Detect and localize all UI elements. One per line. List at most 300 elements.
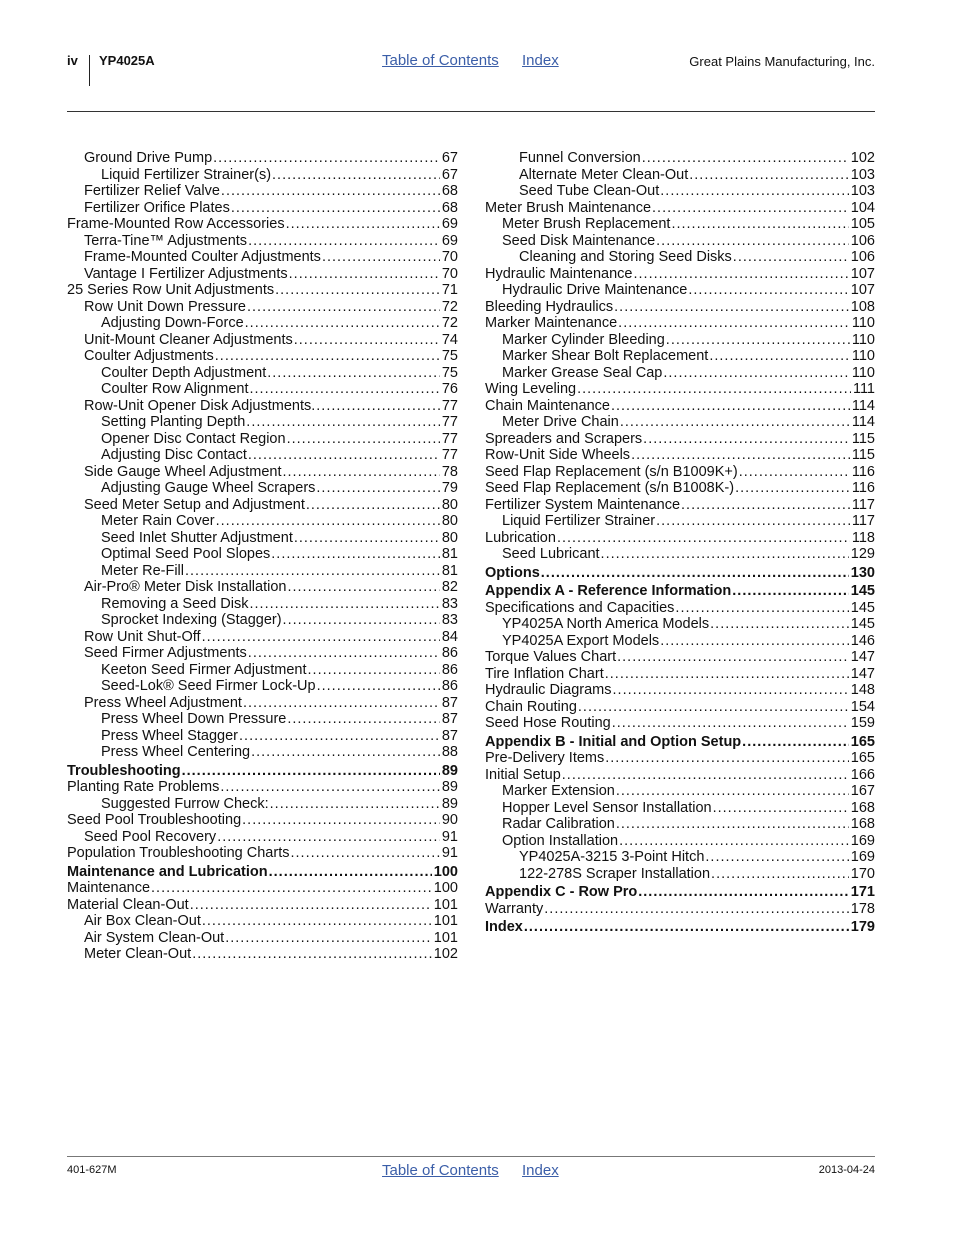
- toc-entry[interactable]: [67, 414, 458, 431]
- toc-entry[interactable]: [67, 779, 458, 796]
- toc-entry-page: 171: [850, 884, 875, 900]
- toc-entry-page: 68: [441, 199, 458, 216]
- toc-entry[interactable]: [67, 563, 458, 580]
- toc-entry[interactable]: [67, 200, 458, 217]
- toc-entry-page: 91: [441, 828, 458, 845]
- toc-entry-title: Press Wheel Adjustment: [84, 694, 242, 711]
- toc-entry[interactable]: [485, 565, 875, 582]
- dot-leader: [577, 381, 851, 398]
- dot-leader: [671, 216, 848, 233]
- dot-leader: [245, 315, 440, 332]
- toc-entry-title: Marker Cylinder Bleeding: [502, 331, 665, 348]
- toc-entry[interactable]: [485, 849, 875, 866]
- toc-entry-title: Seed Hose Routing: [485, 715, 611, 731]
- toc-entry[interactable]: [67, 711, 458, 728]
- dot-leader: [605, 666, 849, 683]
- toc-entry-page: 87: [441, 711, 458, 727]
- dot-leader: [544, 901, 849, 918]
- toc-entry-title: Specifications and Capacities: [485, 599, 675, 616]
- toc-entry-page: 83: [441, 612, 458, 628]
- toc-entry-title: Row-Unit Side Wheels: [485, 447, 631, 463]
- dot-leader: [705, 849, 848, 866]
- toc-entry-page: 114: [851, 414, 875, 430]
- toc-entry[interactable]: [485, 332, 875, 349]
- dot-leader: [185, 563, 440, 580]
- toc-entry-page: 74: [441, 331, 458, 348]
- toc-entry-page: 89: [441, 779, 458, 795]
- toc-entry-title: Seed Lubricant: [502, 546, 600, 562]
- toc-entry-page: 70: [441, 265, 458, 282]
- dot-leader: [713, 800, 849, 817]
- toc-entry[interactable]: [67, 365, 458, 382]
- toc-entry-title: Troubleshooting: [67, 762, 181, 779]
- toc-entry[interactable]: [485, 381, 875, 398]
- toc-entry[interactable]: [485, 666, 875, 683]
- toc-entry-page: 75: [441, 348, 458, 364]
- toc-entry[interactable]: [67, 629, 458, 646]
- dot-leader: [656, 513, 850, 530]
- toc-entry-title: Row Unit Down Pressure: [84, 298, 246, 315]
- toc-entry[interactable]: [67, 183, 458, 200]
- toc-entry[interactable]: [67, 596, 458, 613]
- toc-entry-title: Pre-Delivery Items: [485, 750, 605, 766]
- toc-entry[interactable]: [67, 880, 458, 897]
- toc-entry-page: 114: [851, 397, 875, 414]
- dot-leader: [601, 546, 849, 563]
- footer-rule: [67, 1156, 875, 1157]
- toc-entry-title: Maintenance: [67, 880, 151, 896]
- toc-entry[interactable]: [67, 266, 458, 283]
- dot-leader: [709, 348, 850, 365]
- toc-entry-title: 25 Series Row Unit Adjustments: [67, 282, 275, 298]
- toc-entry-title: Press Wheel Down Pressure: [101, 711, 287, 727]
- dot-leader: [616, 783, 849, 800]
- toc-entry[interactable]: [485, 616, 875, 633]
- toc-entry[interactable]: [67, 662, 458, 679]
- toc-entry-page: 91: [441, 845, 458, 861]
- toc-entry[interactable]: [67, 829, 458, 846]
- dot-leader: [578, 699, 849, 716]
- toc-entry[interactable]: [485, 649, 875, 666]
- toc-entry-page: 69: [441, 232, 458, 249]
- toc-entry-title: Hopper Level Sensor Installation: [502, 799, 712, 816]
- toc-entry-title: Marker Maintenance: [485, 315, 618, 331]
- toc-entry-page: 69: [441, 216, 458, 232]
- toc-entry[interactable]: [485, 633, 875, 650]
- toc-entry-title: Funnel Conversion: [519, 150, 641, 166]
- toc-entry-page: 77: [441, 447, 458, 463]
- toc-entry[interactable]: [485, 348, 875, 365]
- toc-entry[interactable]: [485, 431, 875, 448]
- toc-entry-page: 68: [441, 183, 458, 199]
- toc-entry-page: 148: [850, 682, 875, 698]
- dot-leader: [250, 381, 440, 398]
- toc-entry[interactable]: [67, 530, 458, 547]
- index-link[interactable]: Index: [522, 52, 559, 69]
- toc-entry-title: Meter Re-Fill: [101, 562, 184, 579]
- toc-entry[interactable]: [485, 464, 875, 481]
- dot-leader: [660, 633, 849, 650]
- toc-entry-title: Index: [485, 919, 523, 935]
- toc-entry[interactable]: [485, 583, 875, 600]
- toc-entry-page: 110: [851, 364, 875, 381]
- toc-entry-title: Adjusting Down-Force: [101, 315, 244, 331]
- toc-entry-title: Suggested Furrow Check:: [101, 795, 269, 812]
- toc-entry-page: 89: [441, 795, 458, 812]
- toc-entry[interactable]: [485, 200, 875, 217]
- toc-entry[interactable]: [67, 678, 458, 695]
- toc-entry-page: 83: [441, 595, 458, 612]
- toc-entry[interactable]: [485, 783, 875, 800]
- toc-entry[interactable]: [67, 447, 458, 464]
- dot-leader: [287, 579, 439, 596]
- toc-entry-page: 154: [850, 698, 875, 715]
- toc-entry-page: 117: [851, 496, 875, 513]
- toc-entry-page: 179: [850, 919, 875, 935]
- toc-entry-title: Opener Disc Contact Region: [101, 430, 286, 447]
- toc-entry-title: Air-Pro® Meter Disk Installation: [84, 579, 287, 595]
- toc-entry-page: 104: [850, 199, 875, 216]
- toc-entry-page: 87: [441, 727, 458, 744]
- dot-leader: [308, 662, 440, 679]
- dot-leader: [213, 150, 440, 167]
- toc-entry[interactable]: [67, 332, 458, 349]
- toc-entry-page: 129: [850, 546, 875, 562]
- toc-entry-page: 145: [850, 616, 875, 632]
- header-rule: [67, 111, 875, 112]
- toc-entry-page: 169: [850, 832, 875, 849]
- toc-entry[interactable]: [485, 233, 875, 250]
- toc-entry-title: YP4025A North America Models: [502, 616, 710, 632]
- toc-entry-title: Marker Extension: [502, 783, 615, 799]
- toc-entry[interactable]: [67, 645, 458, 662]
- toc-entry-title: Hydraulic Maintenance: [485, 265, 633, 282]
- toc-entry-title: Liquid Fertilizer Strainer(s): [101, 166, 272, 183]
- toc-entry[interactable]: [67, 464, 458, 481]
- toc-entry-page: 166: [850, 766, 875, 783]
- dot-leader: [689, 167, 849, 184]
- dot-leader: [248, 447, 440, 464]
- toc-entry[interactable]: [67, 431, 458, 448]
- toc-entry[interactable]: [485, 530, 875, 547]
- toc-entry-page: 81: [441, 562, 458, 579]
- dot-leader: [202, 913, 432, 930]
- toc-entry[interactable]: [485, 734, 875, 751]
- toc-entry-page: 101: [433, 929, 458, 946]
- toc-entry[interactable]: [485, 150, 875, 167]
- toc-entry[interactable]: [485, 600, 875, 617]
- toc-entry-title: Press Wheel Centering: [101, 744, 251, 760]
- dot-leader: [611, 398, 850, 415]
- dot-leader: [231, 200, 440, 217]
- toc-entry-page: 77: [441, 430, 458, 447]
- toc-entry-title: Meter Clean-Out: [84, 946, 192, 962]
- toc-entry[interactable]: [485, 282, 875, 299]
- toc-entry-page: 86: [441, 678, 458, 694]
- dot-leader: [316, 480, 439, 497]
- toc-entry[interactable]: [67, 233, 458, 250]
- toc-entry-page: 103: [850, 166, 875, 183]
- dot-leader: [557, 530, 850, 547]
- dot-leader: [638, 884, 849, 901]
- toc-entry[interactable]: [67, 282, 458, 299]
- toc-entry-page: 80: [441, 529, 458, 546]
- dot-leader: [294, 530, 440, 547]
- toc-entry-title: Row-Unit Opener Disk Adjustments.: [84, 397, 316, 414]
- dot-leader: [270, 796, 440, 813]
- footer-index-link[interactable]: Index: [522, 1162, 559, 1179]
- dot-leader: [306, 497, 440, 514]
- dot-leader: [220, 779, 440, 796]
- dot-leader: [642, 150, 849, 167]
- toc-entry[interactable]: [485, 715, 875, 732]
- toc-entry-page: 77: [441, 414, 458, 430]
- dot-leader: [272, 167, 440, 184]
- dot-leader: [620, 414, 850, 431]
- toc-entry-title: Torque Values Chart: [485, 649, 617, 665]
- toc-entry-page: 117: [851, 513, 875, 529]
- toc-entry-page: 115: [851, 447, 875, 463]
- toc-entry-title: Meter Brush Maintenance: [485, 199, 652, 216]
- toc-entry[interactable]: [67, 513, 458, 530]
- toc-entry-page: 147: [850, 665, 875, 682]
- toc-entry-title: Liquid Fertilizer Strainer: [502, 513, 656, 529]
- toc-entry-title: Side Gauge Wheel Adjustment: [84, 463, 282, 480]
- toc-entry[interactable]: [67, 315, 458, 332]
- toc-entry-page: 106: [850, 232, 875, 249]
- toc-entry[interactable]: [485, 884, 875, 901]
- dot-leader: [733, 249, 849, 266]
- toc-entry-page: 72: [441, 315, 458, 331]
- dot-leader: [190, 897, 432, 914]
- toc-entry-title: Meter Rain Cover: [101, 513, 215, 529]
- toc-entry[interactable]: [485, 447, 875, 464]
- toc-entry[interactable]: [67, 812, 458, 829]
- document-number: 401-627M: [67, 1164, 117, 1176]
- dot-leader: [283, 612, 440, 629]
- toc-entry-title: Sprocket Indexing (Stagger): [101, 612, 282, 628]
- toc-entry-title: Option Installation: [502, 832, 619, 849]
- dot-leader: [275, 282, 440, 299]
- toc-entry-page: 169: [850, 849, 875, 865]
- dot-leader: [711, 866, 849, 883]
- dot-leader: [612, 715, 849, 732]
- toc-entry-page: 165: [850, 750, 875, 766]
- dot-leader: [269, 864, 432, 881]
- toc-entry-page: 146: [850, 632, 875, 649]
- toc-entry[interactable]: [67, 579, 458, 596]
- toc-entry[interactable]: [485, 866, 875, 883]
- toc-entry-page: 84: [441, 628, 458, 645]
- toc-entry-title: Material Clean-Out: [67, 896, 189, 913]
- dot-leader: [247, 299, 440, 316]
- toc-entry-title: Seed Flap Replacement (s/n B1009K+): [485, 463, 738, 480]
- toc-entry-page: 75: [441, 364, 458, 381]
- toc-entry[interactable]: [67, 695, 458, 712]
- toc-entry-title: Seed Pool Troubleshooting: [67, 812, 242, 828]
- toc-entry-title: Seed Firmer Adjustments: [84, 645, 247, 661]
- toc-entry-page: 86: [441, 661, 458, 678]
- toc-entry-title: Lubrication: [485, 529, 556, 546]
- toc-entry[interactable]: [67, 864, 458, 881]
- toc-entry-page: 108: [850, 298, 875, 315]
- toc-entry-page: 111: [852, 381, 875, 397]
- toc-entry[interactable]: [485, 816, 875, 833]
- toc-entry[interactable]: [67, 845, 458, 862]
- toc-entry[interactable]: [67, 897, 458, 914]
- toc-entry-page: 90: [441, 812, 458, 828]
- toc-entry-title: Spreaders and Scrapers: [485, 430, 643, 447]
- dot-leader: [634, 266, 849, 283]
- dot-leader: [652, 200, 849, 217]
- toc-entry-title: Appendix A - Reference Information: [485, 583, 732, 599]
- page-number: iv: [67, 53, 78, 68]
- dot-leader: [675, 600, 848, 617]
- dot-leader: [617, 649, 849, 666]
- toc-entry-title: Appendix C - Row Pro: [485, 884, 638, 900]
- toc-entry-page: 102: [433, 946, 458, 962]
- toc-entry-page: 168: [850, 816, 875, 832]
- toc-entry-title: Ground Drive Pump: [84, 150, 213, 166]
- table-of-contents-link[interactable]: Table of Contents: [382, 52, 499, 69]
- header-divider: [89, 55, 90, 86]
- toc-entry[interactable]: [67, 763, 458, 780]
- toc-entry[interactable]: [67, 249, 458, 266]
- toc-entry-title: Cleaning and Storing Seed Disks: [519, 249, 732, 265]
- dot-leader: [660, 183, 849, 200]
- toc-entry-title: Vantage I Fertilizer Adjustments: [84, 265, 288, 282]
- toc-entry[interactable]: [485, 901, 875, 918]
- toc-entry-title: Wing Leveling: [485, 381, 577, 397]
- dot-leader: [735, 480, 850, 497]
- toc-entry[interactable]: [67, 546, 458, 563]
- toc-entry-page: 106: [850, 249, 875, 265]
- toc-entry[interactable]: [485, 546, 875, 563]
- toc-entry[interactable]: [485, 682, 875, 699]
- toc-entry[interactable]: [67, 150, 458, 167]
- toc-entry[interactable]: [485, 699, 875, 716]
- toc-entry-title: Coulter Adjustments: [84, 348, 214, 364]
- toc-entry[interactable]: [485, 249, 875, 266]
- toc-entry-page: 77: [441, 397, 458, 414]
- toc-entry[interactable]: [67, 167, 458, 184]
- toc-entry[interactable]: [67, 216, 458, 233]
- toc-column-right: [485, 150, 875, 936]
- toc-entry[interactable]: [67, 946, 458, 963]
- toc-entry[interactable]: [485, 750, 875, 767]
- toc-entry[interactable]: [485, 167, 875, 184]
- dot-leader: [202, 629, 440, 646]
- toc-entry-page: 79: [441, 480, 458, 496]
- toc-entry[interactable]: [67, 497, 458, 514]
- toc-entry-page: 101: [433, 913, 458, 929]
- toc-entry[interactable]: [67, 744, 458, 761]
- toc-entry-page: 88: [441, 744, 458, 760]
- toc-entry[interactable]: [485, 919, 875, 936]
- toc-entry[interactable]: [485, 299, 875, 316]
- toc-entry[interactable]: [485, 315, 875, 332]
- toc-entry[interactable]: [67, 480, 458, 497]
- toc-entry-title: Maintenance and Lubrication: [67, 863, 268, 880]
- toc-entry-title: Setting Planting Depth: [101, 414, 246, 430]
- dot-leader: [271, 546, 440, 563]
- toc-entry[interactable]: [485, 497, 875, 514]
- dot-leader: [290, 845, 439, 862]
- toc-entry[interactable]: [485, 833, 875, 850]
- dot-leader: [225, 930, 432, 947]
- toc-entry[interactable]: [485, 365, 875, 382]
- dot-leader: [541, 565, 849, 582]
- toc-entry-title: Terra-Tine™ Adjustments: [84, 232, 248, 249]
- toc-entry-title: Coulter Row Alignment: [101, 381, 249, 397]
- toc-entry-title: Adjusting Gauge Wheel Scrapers: [101, 480, 316, 496]
- dot-leader: [322, 249, 440, 266]
- dot-leader: [246, 414, 440, 431]
- dot-leader: [286, 216, 440, 233]
- toc-entry-page: 107: [850, 282, 875, 298]
- toc-entry-page: 80: [441, 496, 458, 513]
- toc-entry[interactable]: [485, 398, 875, 415]
- toc-entry[interactable]: [67, 348, 458, 365]
- toc-entry[interactable]: [485, 266, 875, 283]
- dot-leader: [616, 816, 849, 833]
- toc-entry-page: 110: [851, 315, 875, 331]
- dot-leader: [239, 728, 440, 745]
- dot-leader: [666, 332, 850, 349]
- toc-entry[interactable]: [485, 767, 875, 784]
- toc-entry[interactable]: [485, 414, 875, 431]
- toc-entry-title: Hydraulic Diagrams: [485, 682, 612, 698]
- toc-entry-page: 86: [441, 645, 458, 661]
- dot-leader: [619, 833, 849, 850]
- company-name: Great Plains Manufacturing, Inc.: [689, 54, 875, 69]
- toc-entry[interactable]: [485, 183, 875, 200]
- toc-entry-page: 178: [850, 900, 875, 917]
- footer-table-of-contents-link[interactable]: Table of Contents: [382, 1162, 499, 1179]
- toc-entry-title: Warranty: [485, 900, 544, 917]
- toc-entry-page: 101: [433, 896, 458, 913]
- toc-entry-page: 165: [850, 733, 875, 750]
- toc-entry-title: YP4025A Export Models: [502, 632, 660, 649]
- toc-entry[interactable]: [67, 612, 458, 629]
- dot-leader: [316, 398, 440, 415]
- toc-entry[interactable]: [67, 913, 458, 930]
- toc-entry[interactable]: [485, 216, 875, 233]
- toc-entry-title: Planting Rate Problems: [67, 779, 220, 795]
- toc-entry[interactable]: [67, 728, 458, 745]
- toc-entry-page: 71: [441, 282, 458, 298]
- dot-leader: [248, 645, 440, 662]
- toc-entry[interactable]: [485, 480, 875, 497]
- toc-entry[interactable]: [67, 398, 458, 415]
- toc-entry[interactable]: [485, 513, 875, 530]
- toc-entry[interactable]: [67, 381, 458, 398]
- toc-entry[interactable]: [67, 796, 458, 813]
- toc-entry[interactable]: [485, 800, 875, 817]
- toc-entry-title: Row Unit Shut-Off: [84, 628, 201, 645]
- dot-leader: [250, 596, 440, 613]
- toc-entry-title: Air Box Clean-Out: [84, 913, 201, 929]
- toc-entry[interactable]: [67, 299, 458, 316]
- toc-entry-title: Hydraulic Drive Maintenance: [502, 282, 688, 298]
- toc-entry-page: 115: [851, 430, 875, 447]
- toc-entry-page: 100: [433, 863, 458, 880]
- toc-entry-page: 76: [441, 381, 458, 397]
- dot-leader: [215, 348, 440, 365]
- dot-leader: [242, 812, 440, 829]
- toc-entry[interactable]: [67, 930, 458, 947]
- dot-leader: [216, 513, 440, 530]
